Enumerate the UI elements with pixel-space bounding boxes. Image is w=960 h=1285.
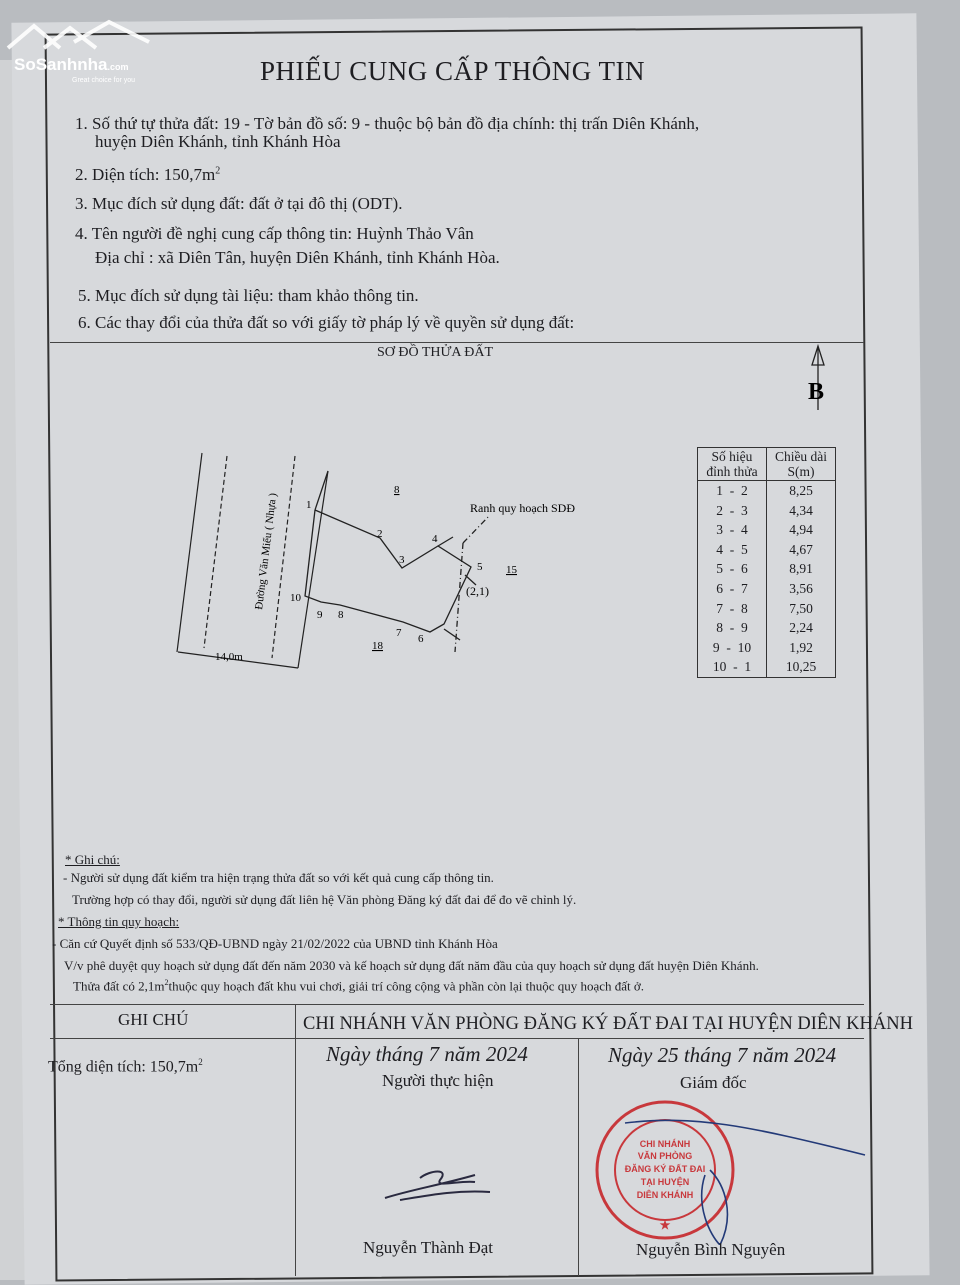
length-row (698, 481, 836, 501)
road-lines (177, 453, 328, 668)
planning-heading: * Thông tin quy hoạch: (58, 914, 180, 929)
length-row (698, 579, 836, 599)
svg-text:DIÊN KHÁNH: DIÊN KHÁNH (636, 1190, 694, 1200)
item-4-address: Địa chỉ : xã Diên Tân, huyện Diên Khánh, tỉnh Khánh Hòa. (95, 248, 500, 267)
point-label: 7 (396, 627, 402, 639)
item-6: 6. Các thay đổi của thửa đất so với giấy tờ pháp lý về quyền sử dụng đất: (78, 313, 575, 332)
notes-heading: * Ghi chú: (65, 852, 120, 867)
notes-column-header: GHI CHÚ (118, 1010, 189, 1029)
road-width: 14,0m (215, 651, 243, 663)
area-sup: 2 (215, 165, 221, 177)
vertex-pair: 5 - 6 (698, 559, 767, 579)
point-label: 10 (290, 592, 301, 604)
point-label: 3 (399, 554, 405, 566)
edge-length: 7,50 (767, 599, 836, 619)
area-text: 2. Diện tích: 150,7m (75, 165, 216, 184)
header-length: Chiều dài S(m) (767, 448, 836, 481)
planning-3 (73, 978, 644, 994)
vertex-pair: 4 - 5 (698, 540, 767, 560)
note-2: Trường hợp có thay đổi, người sử dụng đất liên hệ Văn phòng Đăng ký đất đai để đo vẽ chỉnh lý. (72, 892, 577, 907)
header-vertex: Số hiệu đỉnh thửa (698, 448, 767, 481)
item-1: 1. Số thứ tự thửa đất: 19 - Tờ bản đồ số: 9 - thuộc bộ bản đồ địa chính: thị trấn Diên Khánh, (75, 114, 700, 133)
length-row (698, 540, 836, 560)
neighbor-label: 15 (506, 564, 517, 576)
planning-3-sup: 2 (164, 978, 169, 987)
date-right: Ngày 25 tháng 7 năm 2024 (608, 1043, 837, 1067)
length-row (698, 599, 836, 619)
vertex-pair: 7 - 8 (698, 599, 767, 619)
role-left: Người thực hiện (382, 1071, 494, 1090)
point-label: 8 (338, 609, 344, 621)
planning-boundary-label: Ranh quy hoạch SDĐ (470, 501, 575, 515)
vertex-pair: 2 - 3 (698, 501, 767, 521)
item-4: 4. Tên người đề nghị cung cấp thông tin: Huỳnh Thảo Vân (75, 224, 474, 243)
name-right: Nguyễn Bình Nguyên (636, 1240, 786, 1259)
point-label: 1 (306, 499, 312, 511)
note-1: - Người sử dụng đất kiểm tra hiện trạng thửa đất so với kết quả cung cấp thông tin. (63, 870, 494, 885)
svg-text:CHI NHÁNH: CHI NHÁNH (639, 1139, 691, 1149)
road-name: Đường Văn Miếu ( Nhựa ) (253, 492, 280, 611)
footer-top-line (50, 1004, 864, 1005)
north-label: B (808, 379, 825, 405)
neighbor-label: 18 (372, 640, 383, 652)
vertex-pair: 6 - 7 (698, 579, 767, 599)
item-1-cont: huyện Diên Khánh, tỉnh Khánh Hòa (95, 132, 341, 151)
signature-left (380, 1160, 500, 1210)
svg-text:ĐĂNG KÝ ĐẤT ĐAI: ĐĂNG KÝ ĐẤT ĐAI (624, 1164, 706, 1174)
length-row (698, 638, 836, 658)
parcel-boundary (305, 471, 490, 652)
total-area-sup: 2 (198, 1057, 203, 1067)
diagram-heading: SƠ ĐỒ THỬA ĐẤT (377, 345, 493, 360)
planning-1: - Căn cứ Quyết định số 533/QĐ-UBND ngày 21/02/2022 của UBND tỉnh Khánh Hòa (52, 936, 498, 951)
total-area (48, 1057, 203, 1076)
point-label: 2 (377, 528, 383, 540)
planning-3a: Thửa đất có 2,1m (73, 978, 165, 994)
edge-length: 1,92 (767, 638, 836, 658)
vertex-pair: 3 - 4 (698, 520, 767, 540)
point-label: 9 (317, 609, 323, 621)
point-label: 5 (477, 561, 483, 573)
total-area-text: Tổng diện tích: 150,7m (48, 1058, 199, 1076)
date-left: Ngày tháng 7 năm 2024 (326, 1042, 528, 1066)
name-left: Nguyễn Thành Đạt (363, 1238, 493, 1257)
edge-length-table (697, 447, 836, 678)
footer-header-line (50, 1038, 864, 1039)
edge-length: 2,24 (767, 618, 836, 638)
svg-text:Great choice for you: Great choice for you (72, 77, 136, 84)
planning-3b: thuộc quy hoạch đất khu vui chơi, giải trí công cộng và phần còn lại thuộc quy hoạch đất ở. (168, 978, 645, 994)
point-label: 6 (418, 633, 424, 645)
svg-text:TẠI HUYỆN: TẠI HUYỆN (640, 1177, 690, 1187)
length-row (698, 657, 836, 677)
svg-text:★: ★ (659, 1218, 671, 1232)
point-labels (290, 499, 483, 645)
office-name: CHI NHÁNH VĂN PHÒNG ĐĂNG KÝ ĐẤT ĐAI TẠI HUYỆN DIÊN KHÁNH (303, 1014, 913, 1034)
vertex-pair: 9 - 10 (698, 638, 767, 658)
footer-col-divider (578, 1038, 579, 1276)
edge-length: 3,56 (767, 579, 836, 599)
edge-length: 4,67 (767, 540, 836, 560)
footer-col-divider (295, 1004, 296, 1276)
vertex-pair: 8 - 9 (698, 618, 767, 638)
document-title: PHIẾU CUNG CẤP THÔNG TIN (260, 56, 646, 86)
neighbor-label: 8 (394, 484, 400, 496)
svg-text:VĂN PHÒNG: VĂN PHÒNG (637, 1151, 693, 1161)
edge-length: 8,91 (767, 559, 836, 579)
edge-length: 4,34 (767, 501, 836, 521)
vertex-pair: 1 - 2 (698, 481, 767, 501)
edge-length: 10,25 (767, 657, 836, 677)
length-row (698, 618, 836, 638)
edge-length: 8,25 (767, 481, 836, 501)
length-row (698, 559, 836, 579)
item-5: 5. Mục đích sử dụng tài liệu: tham khảo thông tin. (78, 286, 419, 305)
item-3: 3. Mục đích sử dụng đất: đất ở tại đô thị (ODT). (75, 194, 403, 213)
svg-text:SoSanhnha.com: SoSanhnha.com (14, 55, 129, 74)
point-label: 4 (432, 533, 438, 545)
role-right: Giám đốc (680, 1073, 747, 1092)
length-row (698, 501, 836, 521)
planning-2: V/v phê duyệt quy hoạch sử dụng đất đến năm 2030 và kế hoạch sử dụng đất năm đầu của quy hoạch sử dụng đất huyện Diên Khánh. (64, 958, 759, 973)
edge-length: 4,94 (767, 520, 836, 540)
vertex-pair: 10 - 1 (698, 657, 767, 677)
planning-area-label: (2,1) (466, 584, 489, 598)
length-row (698, 520, 836, 540)
official-stamp (595, 1095, 875, 1245)
